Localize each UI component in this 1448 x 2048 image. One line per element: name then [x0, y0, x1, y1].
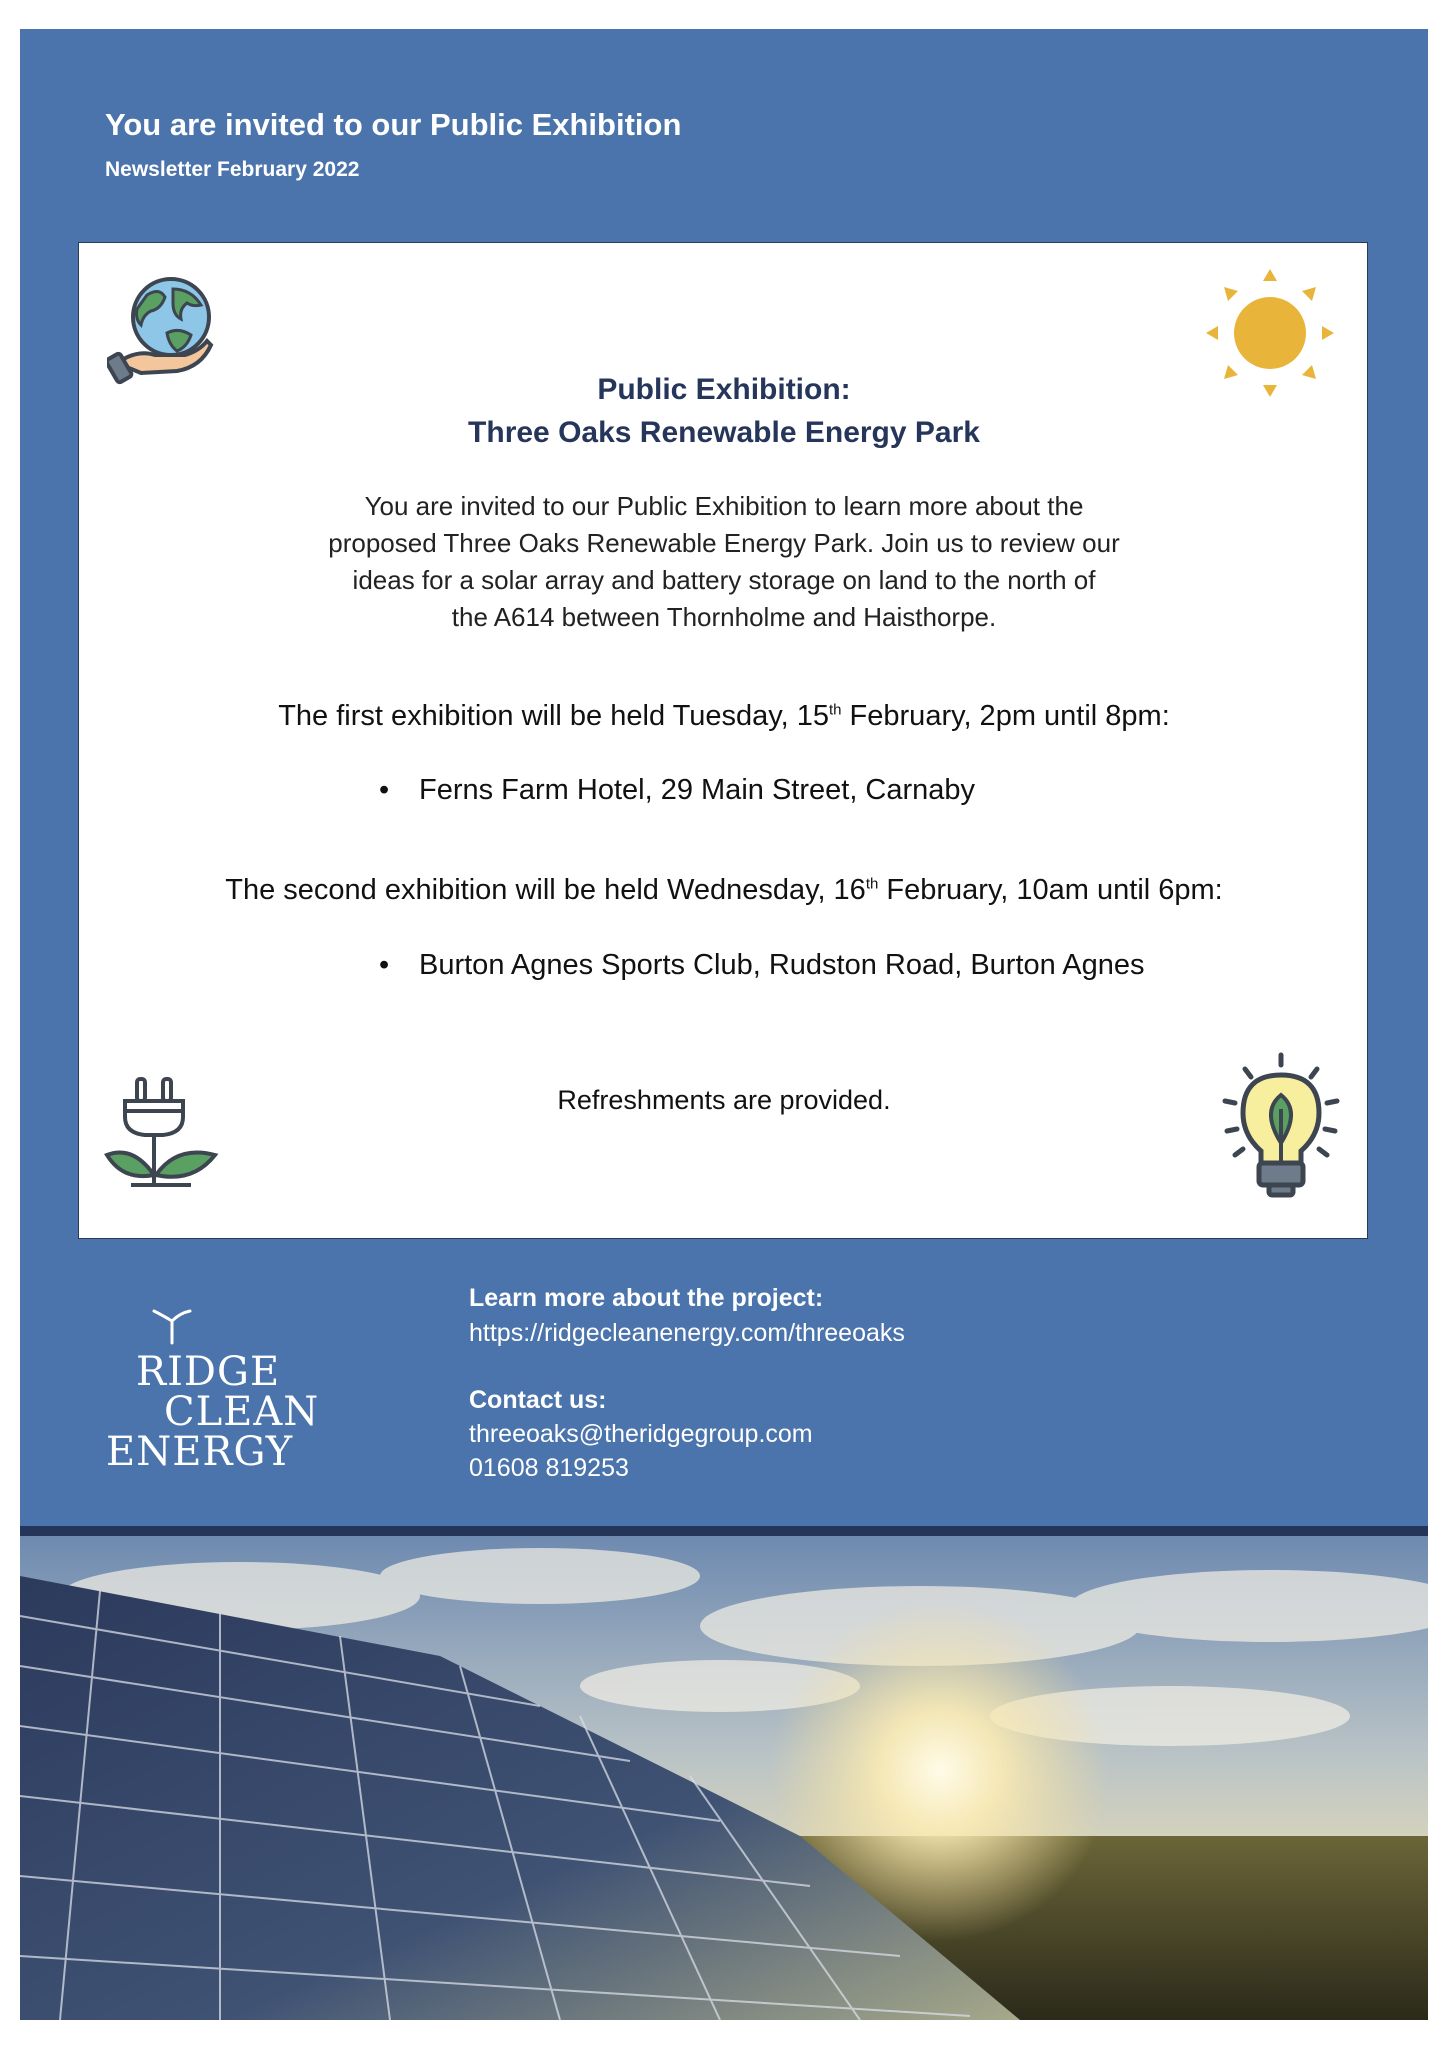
intro-paragraph: [79, 488, 1369, 636]
bullet: •: [379, 949, 390, 981]
logo-line-clean: CLEAN: [164, 1389, 320, 1435]
first-exhibition-ordinal: th: [828, 701, 842, 719]
learn-more-heading: Learn more about the project:: [469, 1284, 824, 1312]
logo-line-ridge: RIDGE: [136, 1349, 281, 1395]
intro-line: the A614 between Thornholme and Haisthorpe.: [451, 602, 997, 632]
first-venue-item: [379, 774, 975, 807]
project-url[interactable]: https://ridgecleanenergy.com/threeoaks: [469, 1319, 905, 1347]
header-title: You are invited to our Public Exhibition: [105, 107, 682, 142]
navy-divider: [20, 1526, 1428, 1536]
logo-line-energy: ENERGY: [106, 1429, 294, 1475]
contact-phone: 01608 819253: [469, 1454, 629, 1482]
card-title-line2: Three Oaks Renewable Energy Park: [468, 416, 980, 449]
globe-in-hand-icon: [107, 275, 219, 387]
solar-panels-photo: [20, 1536, 1428, 2020]
wind-turbine-icon: [150, 1305, 194, 1345]
contact-heading: Contact us:: [469, 1386, 607, 1414]
first-venue-text: Ferns Farm Hotel, 29 Main Street, Carnaby: [419, 774, 976, 806]
exhibition-card: [78, 242, 1368, 1239]
card-title-line1: Public Exhibition:: [597, 373, 851, 406]
first-exhibition-line: [79, 700, 1369, 733]
ridge-clean-energy-logo: [100, 1305, 320, 1485]
header-subtitle: Newsletter February 2022: [105, 158, 360, 181]
second-venue-text: Burton Agnes Sports Club, Rudston Road, Burton Agnes: [419, 949, 1145, 981]
contact-email[interactable]: threeoaks@theridgegroup.com: [469, 1420, 813, 1448]
lightbulb-leaf-icon: [1215, 1051, 1347, 1209]
second-venue-item: [379, 949, 1144, 982]
first-exhibition-time: February, 2pm until 8pm:: [841, 700, 1170, 732]
refreshments-note: Refreshments are provided.: [557, 1085, 891, 1115]
second-exhibition-line: [79, 874, 1369, 907]
first-exhibition-date: The first exhibition will be held Tuesday, 15: [278, 700, 829, 732]
intro-line: ideas for a solar array and battery storage on land to the north of: [352, 565, 1096, 595]
second-exhibition-date: The second exhibition will be held Wednesday, 16: [225, 874, 866, 906]
intro-line: You are invited to our Public Exhibition to learn more about the: [364, 491, 1084, 521]
second-exhibition-time: February, 10am until 6pm:: [878, 874, 1223, 906]
intro-line: proposed Three Oaks Renewable Energy Park. Join us to review our: [328, 528, 1120, 558]
plug-plant-icon: [103, 1073, 227, 1197]
bullet: •: [379, 774, 390, 806]
second-exhibition-ordinal: th: [865, 875, 879, 893]
